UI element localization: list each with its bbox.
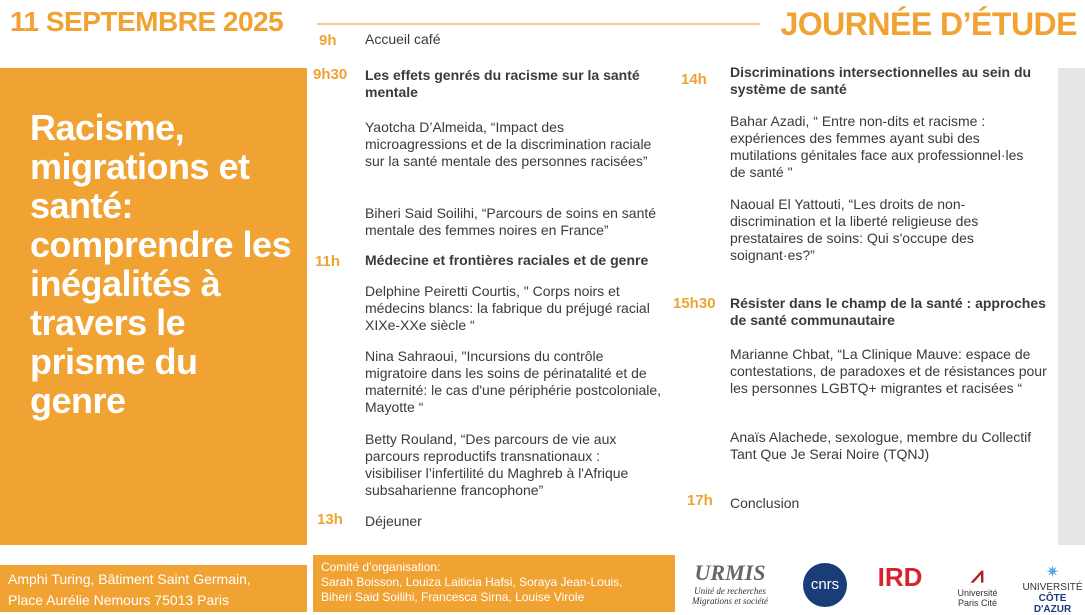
time-label: 15h30 <box>673 295 716 312</box>
session-title: Déjeuner <box>365 513 422 529</box>
session-title: Accueil café <box>365 31 441 47</box>
talk: Biheri Said Soilihi, “Parcours de soins en santé mentale des femmes noires en France” <box>365 205 657 238</box>
venue-line: Place Aurélie Nemours 75013 Paris <box>8 592 230 608</box>
ird-logo: IRD <box>877 562 923 592</box>
side-strip <box>1058 68 1085 545</box>
urmis-wordmark: URMIS <box>694 560 766 585</box>
committee-label: Comité d’organisation: <box>321 560 441 574</box>
time-label: 11h <box>315 253 341 270</box>
event-type: JOURNÉE D’ÉTUDE <box>780 6 1077 42</box>
venue-line: Amphi Turing, Bâtiment Saint Germain, <box>8 571 251 587</box>
talk: Delphine Peiretti Courtis, " Corps noirs et médecins blancs: la fabrique du préjugé racial XIXe-XXe siècle “ <box>365 283 650 333</box>
urmis-subtitle: Migrations et société <box>692 596 768 606</box>
time-label: 14h <box>681 71 707 88</box>
talk: Betty Rouland, “Des parcours de vie aux parcours reproductifs transnationaux : visibiliser l’infertilité du Maghreb à l'Afrique subsaharienne francophone” <box>365 431 629 498</box>
divider <box>317 23 760 25</box>
time-label: 9h30 <box>313 66 348 83</box>
committee-members: Sarah Boisson, Louiza Laiticia Hafsi, Soraya Jean-Louis, <box>321 575 623 589</box>
event-date: 11 SEPTEMBRE 2025 <box>10 6 284 37</box>
session-title: Résister dans le champ de la santé : approches de santé communautaire <box>730 295 1046 328</box>
time-label: 9h <box>319 32 337 49</box>
session-title: Discriminations intersectionnelles au sein du système de santé <box>730 64 1032 97</box>
talk: Anaïs Alachede, sexologue, membre du Collectif Tant Que Je Serai Noire (TQNJ) <box>730 429 1032 462</box>
urmis-logo <box>684 560 776 606</box>
talk: Yaotcha D’Almeida, “Impact des microagressions et de la discrimination raciale sur la santé mentale des personnes racisées” <box>365 119 652 169</box>
upc-label: Université Paris Cité <box>957 588 998 608</box>
session-title: Conclusion <box>730 495 800 511</box>
session-title: Les effets genrés du racisme sur la santé mentale <box>365 67 640 100</box>
session-title: Médecine et frontières raciales et de genre <box>365 252 649 268</box>
uca-logo: ✷ UNIVERSITÉ CÔTE D'AZUR <box>1020 562 1085 615</box>
venue-box <box>0 565 307 612</box>
committee-box <box>313 555 675 612</box>
committee-members: Biheri Said Soilihi, Francesca Sirna, Louise Virole <box>321 590 585 604</box>
talk: Naoual El Yattouti, “Les droits de non-discrimination et la liberté religieuse des prestataires de soins: Qui s'occupe des soignant·es?” <box>730 196 979 263</box>
talk: Bahar Azadi, “ Entre non-dits et racisme : expériences des femmes ayant subi des mutilations génitales face aux professionnel·les de santé " <box>730 113 1024 180</box>
cnrs-logo: cnrs <box>803 563 847 607</box>
talk: Marianne Chbat, “La Clinique Mauve: espace de contestations, de paradoxes et de résistances pour les personnes LGBTQ+ migrantes et racisées “ <box>730 346 1047 396</box>
urmis-subtitle: Unité de recherches <box>694 586 766 596</box>
main-title: Racisme, migrations et santé: comprendre les inégalités à travers le prisme du genre <box>30 107 292 421</box>
uca-label: UNIVERSITÉ <box>1022 582 1083 593</box>
time-label: 13h <box>317 511 343 528</box>
time-label: 17h <box>687 492 713 509</box>
title-panel <box>0 68 307 545</box>
upc-logo: ⩘ Université Paris Cité <box>955 562 1000 608</box>
uca-label: CÔTE D'AZUR <box>1033 593 1072 615</box>
talk: Nina Sahraoui, "Incursions du contrôle migratoire dans les soins de périnatalité et de maternité: le cas d'une périphérie postcoloniale, Mayotte “ <box>365 348 662 415</box>
